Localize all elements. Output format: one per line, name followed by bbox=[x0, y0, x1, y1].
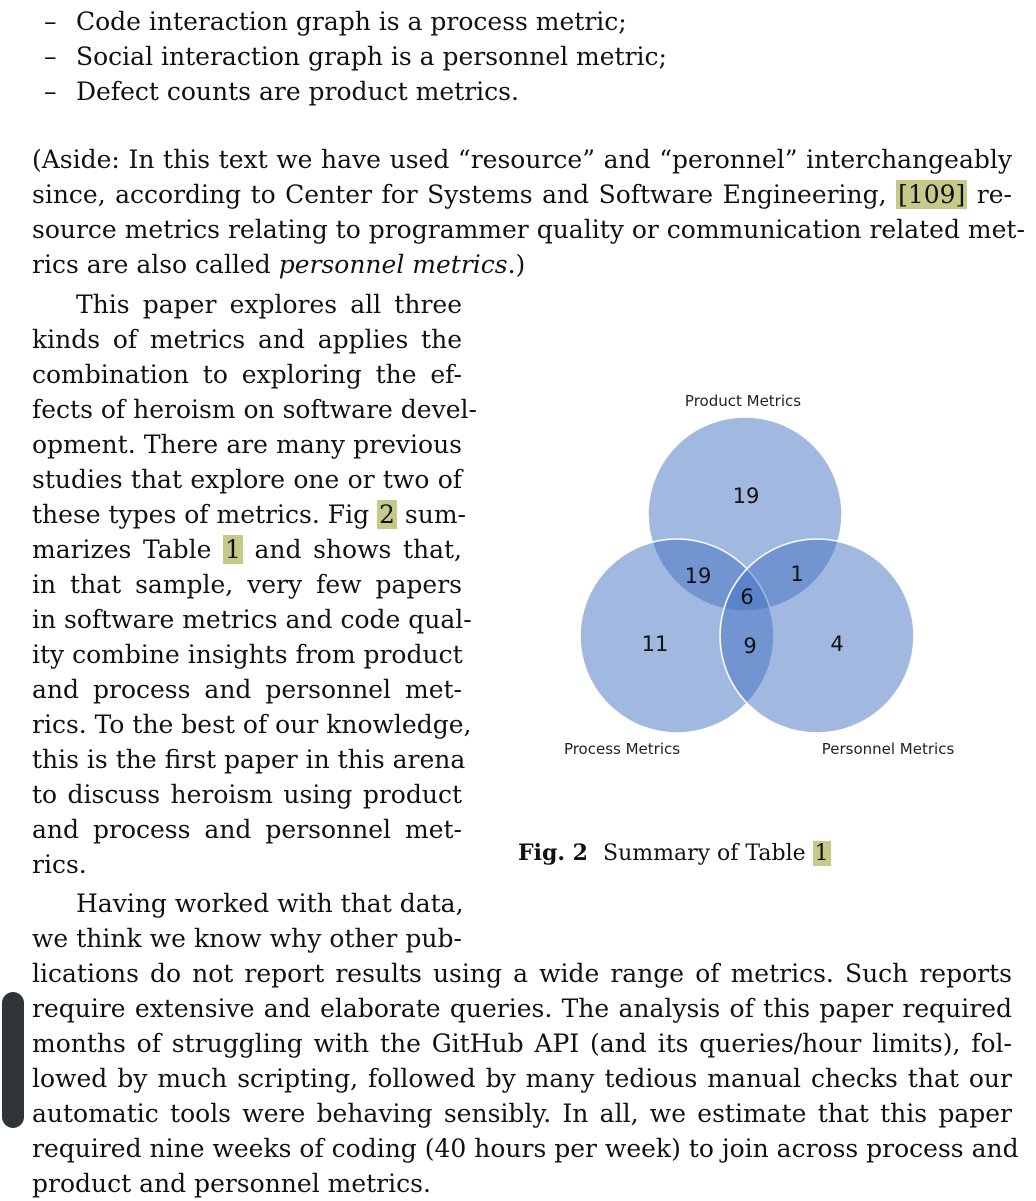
body-line: rics. To the best of our knowledge, bbox=[32, 710, 472, 739]
body-line: to discuss heroism using product bbox=[32, 780, 462, 809]
region-value-product-process: 19 bbox=[684, 564, 712, 588]
sidebar-drag-handle[interactable] bbox=[2, 992, 24, 1128]
body-line: these types of metrics. Fig 2 sum- bbox=[32, 500, 466, 529]
aside-line: source metrics relating to programmer quality or communication related met- bbox=[32, 215, 1025, 244]
region-value-product-only: 19 bbox=[732, 484, 760, 508]
set-label-personnel: Personnel Metrics bbox=[821, 740, 955, 758]
citation-link[interactable]: [109] bbox=[898, 180, 966, 209]
figure-caption-text: Summary of Table bbox=[603, 841, 806, 866]
body-line: opment. There are many previous bbox=[32, 430, 462, 459]
body-line: this is the first paper in this arena bbox=[32, 745, 466, 774]
bullet-item: – Social interaction graph is a personnel metric; bbox=[44, 42, 667, 71]
aside-line: (Aside: In this text we have used “resource” and “peronnel” interchangeably bbox=[32, 145, 1012, 174]
body-line: fects of heroism on software devel- bbox=[32, 395, 477, 424]
body-line: kinds of metrics and applies the bbox=[32, 325, 462, 354]
body-line: product and personnel metrics. bbox=[32, 1169, 431, 1198]
body-line: This paper explores all three bbox=[76, 290, 462, 319]
body-line: studies that explore one or two of bbox=[32, 465, 462, 494]
body-line: in software metrics and code qual- bbox=[32, 605, 472, 634]
set-label-process: Process Metrics bbox=[563, 740, 681, 758]
aside-line: since, according to Center for Systems and Software Engineering, [109] re- bbox=[32, 180, 1012, 209]
region-value-all-three: 6 bbox=[740, 585, 754, 609]
body-line: we think we know why other pub- bbox=[32, 924, 462, 953]
body-line: rics. bbox=[32, 850, 87, 879]
body-line: months of struggling with the GitHub API (and its queries/hour limits), fol- bbox=[32, 1029, 1012, 1058]
body-line: automatic tools were behaving sensibly. In all, we estimate that this paper bbox=[32, 1099, 1012, 1128]
region-value-process-personnel: 9 bbox=[743, 634, 757, 658]
bullet-text: Defect counts are product metrics. bbox=[76, 77, 519, 106]
table-ref-link[interactable]: 1 bbox=[225, 535, 241, 564]
body-line: in that sample, very few papers bbox=[32, 570, 462, 599]
venn-diagram-figure bbox=[540, 380, 1000, 780]
figure-caption bbox=[518, 836, 831, 871]
set-label-product: Product Metrics bbox=[684, 392, 802, 410]
body-line: ity combine insights from product bbox=[32, 640, 463, 669]
figure-caption-label: Fig. 2 bbox=[518, 840, 588, 866]
bullet-text: Social interaction graph is a personnel metric; bbox=[76, 42, 667, 71]
body-line: require extensive and elaborate queries. The analysis of this paper required bbox=[32, 994, 1012, 1023]
body-line: Having worked with that data, bbox=[76, 889, 464, 918]
figure-ref-link[interactable]: 2 bbox=[379, 500, 395, 529]
body-line: combination to exploring the ef- bbox=[32, 360, 462, 389]
bullet-item: – Code interaction graph is a process metric; bbox=[44, 7, 627, 36]
region-value-personnel-only: 4 bbox=[830, 632, 844, 656]
aside-line: rics are also called personnel metrics.) bbox=[32, 250, 526, 279]
body-line: lications do not report results using a wide range of metrics. Such reports bbox=[32, 959, 1012, 988]
body-line: required nine weeks of coding (40 hours per week) to join across process and bbox=[32, 1134, 1019, 1163]
body-line: marizes Table 1 and shows that, bbox=[32, 535, 462, 564]
bullet-item: – Defect counts are product metrics. bbox=[44, 77, 519, 106]
table-ref-link[interactable]: 1 bbox=[814, 841, 829, 866]
region-value-product-personnel: 1 bbox=[790, 562, 804, 586]
body-line: and process and personnel met- bbox=[32, 675, 462, 704]
body-line: lowed by much scripting, followed by many tedious manual checks that our bbox=[32, 1064, 1012, 1093]
venn-diagram bbox=[540, 380, 1000, 780]
region-value-process-only: 11 bbox=[641, 632, 669, 656]
bullet-text: Code interaction graph is a process metric; bbox=[76, 7, 627, 36]
body-line: and process and personnel met- bbox=[32, 815, 462, 844]
